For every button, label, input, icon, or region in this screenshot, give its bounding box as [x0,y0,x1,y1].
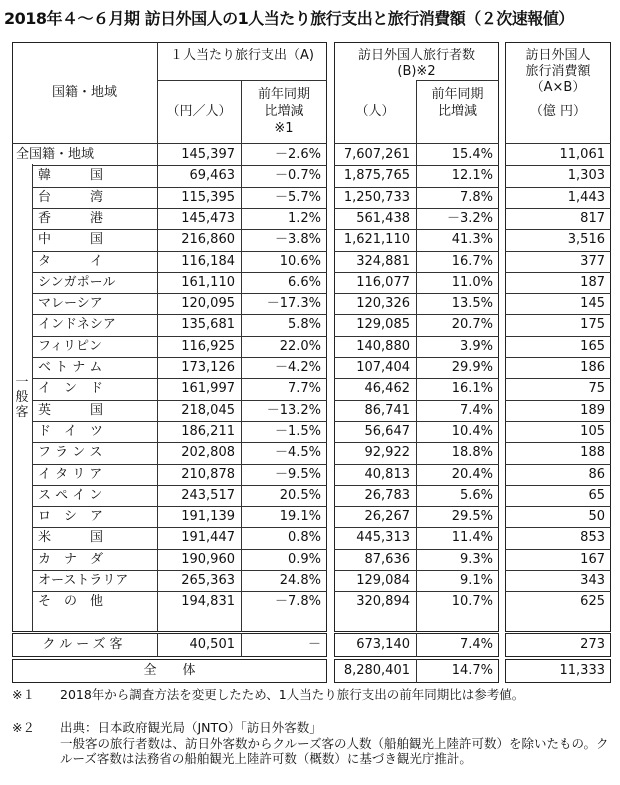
table-cell-region: 台 湾 [38,189,104,205]
table-cell-pc-change: －9.5% [274,466,321,482]
table-cell-per-capita: 161,997 [181,381,235,397]
table-cell-pc-change: －1.5% [274,423,321,439]
header-per-capita-unit: （円／人） [166,104,232,119]
table-cell-pc-change: －17.3% [266,296,321,312]
table-cell-v-change: 18.8% [451,445,493,461]
table-cell-v-change: 9.3% [459,551,493,567]
table-cell-v-change: 7.4% [459,402,493,418]
table-cell-consumption: 11,061 [559,147,605,162]
table-cell-region: フ ラ ン ス [38,445,103,461]
table-cell-pc-change: 0.9% [287,551,321,567]
header-consumption-3: （A×B） [530,80,586,95]
table-cell-pc-change: 6.6% [287,274,321,290]
table-cell-consumption: 50 [588,509,605,525]
table-cell-consumption: 853 [580,530,605,546]
table-cell-per-capita: 120,095 [181,296,235,312]
table-cell-v-change: 41.3% [451,232,493,248]
table-cell-visitors: 92,922 [364,445,410,461]
table-cell-consumption: 175 [580,317,605,333]
table-cell-visitors: 7,607,261 [343,147,410,162]
table-cell-region: 米 国 [38,530,104,546]
table-cell-per-capita: 210,878 [181,466,235,482]
table-cell-per-capita: 265,363 [181,573,235,588]
table-cell-visitors: 320,894 [356,594,410,610]
table-cell-consumption: 167 [580,551,605,567]
table-cell-pc-change: －2.6% [274,147,321,162]
table-cell-per-capita: 161,110 [181,274,235,290]
cruise-region: クルーズ客 [42,637,127,652]
table-cell-region: イ タ リ ア [38,466,103,482]
table-cell-v-change: 10.7% [451,594,493,610]
table-cell-visitors: 1,250,733 [343,189,410,205]
header-consumption-1: 訪日外国人 [525,48,591,63]
table-cell-consumption: 105 [580,423,605,439]
table-cell-v-change: 11.0% [451,274,493,290]
table-cell-visitors: 87,636 [364,551,410,567]
table-cell-pc-change: 20.5% [279,487,321,503]
note-1-text: 2018年から調査方法を変更したため、1人当たり旅行支出の前年同期比は参考値。 [60,687,525,702]
table-cell-region: 中 国 [38,232,104,248]
table-cell-region: タ イ [38,253,104,269]
table-cell-visitors: 26,267 [364,509,410,525]
table-cell-visitors: 120,326 [356,296,410,312]
table-cell-region: イ ン ド [38,381,104,397]
table-cell-per-capita: 243,517 [181,487,235,503]
table-cell-pc-change: －4.2% [274,360,321,375]
table-cell-region: そ の 他 [38,594,104,610]
table-cell-per-capita: 145,397 [181,147,235,162]
table-cell-pc-change: 0.8% [287,530,321,546]
total-v-change: 14.7% [451,663,493,678]
table-cell-per-capita: 190,960 [181,551,235,567]
table-cell-visitors: 140,880 [356,338,410,354]
table-cell-visitors: 129,085 [356,317,410,333]
table-cell-visitors: 1,621,110 [343,232,410,248]
table-cell-per-capita: 135,681 [181,317,235,333]
table-cell-v-change: 15.4% [451,147,493,162]
header-visitors-unit: （人） [355,104,395,119]
table-cell-pc-change: －0.7% [274,168,321,184]
total-consumption: 11,333 [559,663,605,678]
header-visitors-2: (B)※2 [397,64,436,79]
table-cell-consumption: 1,303 [567,168,605,184]
table-cell-v-change: 29.9% [451,360,493,375]
header-consumption-unit: （億 円） [529,104,587,119]
total-label: 全 体 [143,663,196,678]
table-cell-per-capita: 115,395 [181,189,235,205]
table-cell-v-change: 5.6% [459,487,493,503]
table-cell-visitors: 116,077 [356,274,410,290]
table-cell-region: カ ナ ダ [38,551,104,567]
table-cell-per-capita: 173,126 [181,360,235,375]
group-label-general: 一般客 [15,375,29,420]
table-cell-region: マレーシア [38,296,103,312]
table-cell-v-change: 16.1% [451,381,493,397]
table-cell-pc-change: 5.8% [287,317,321,333]
header-visitors-1: 訪日外国人旅行者数 [357,48,475,63]
table-cell-v-change: 12.1% [451,168,493,184]
table-cell-consumption: 187 [580,274,605,290]
table-cell-v-change: 20.7% [451,317,493,333]
table-cell-region: ロ シ ア [38,509,104,525]
note-2-line2: 一般客の旅行者数は、訪日外客数からクルーズ客の人数（船舶観光上陸許可数）を除いたもの。クルーズ客数は法務省の船舶観光上陸許可数（概数）に基づき観光庁推計。 [60,736,609,766]
table-cell-visitors: 26,783 [364,487,410,503]
table-cell-per-capita: 191,447 [181,530,235,546]
table-cell-consumption: 65 [588,487,605,503]
table-cell-region: シンガポール [38,274,116,290]
header-consumption-2: 旅行消費額 [525,64,591,79]
table-cell-pc-change: －3.8% [274,232,321,248]
table-cell-per-capita: 194,831 [181,594,235,610]
table-cell-consumption: 3,516 [567,232,605,248]
table-cell-v-change: 10.4% [451,423,493,439]
table-cell-visitors: 1,875,765 [343,168,410,184]
table-cell-v-change: 13.5% [451,296,493,312]
cruise-pc-change: － [307,637,321,652]
table-cell-pc-change: －4.5% [274,445,321,461]
table-cell-region: 英 国 [38,402,104,418]
table-cell-visitors: 324,881 [356,253,410,269]
table-cell-visitors: 56,647 [364,423,410,439]
table-cell-consumption: 189 [580,402,605,418]
table-cell-v-change: －3.2% [446,210,493,226]
table-cell-v-change: 20.4% [451,466,493,482]
note-1-mark: ※１ [12,687,35,702]
table-cell-per-capita: 216,860 [181,232,235,248]
table-cell-visitors: 46,462 [364,381,410,397]
table-cell-pc-change: 24.8% [279,573,321,588]
header-per-capita: １人当たり旅行支出（A) [170,48,314,63]
table-cell-pc-change: 22.0% [279,338,321,354]
table-cell-region: ス ペ イ ン [38,487,103,503]
table-cell-per-capita: 191,139 [181,509,235,525]
cruise-v-change: 7.4% [459,637,493,652]
table-cell-per-capita: 116,184 [181,253,235,269]
header-pc-change-2: 比増減 [264,104,304,119]
header-v-change-1: 前年同期 [431,87,484,102]
table-cell-pc-change: 7.7% [287,381,321,397]
cruise-consumption: 273 [580,637,605,652]
table-cell-v-change: 11.4% [451,530,493,546]
table-cell-per-capita: 69,463 [189,168,235,184]
table-cell-region: インドネシア [38,317,116,333]
total-visitors: 8,280,401 [343,663,410,678]
header-pc-change-3: ※1 [274,121,294,136]
table-cell-visitors: 40,813 [364,466,410,482]
table-cell-per-capita: 202,808 [181,445,235,461]
table-cell-region: 香 港 [38,210,104,226]
table-cell-v-change: 9.1% [459,573,493,588]
table-cell-pc-change: 19.1% [279,509,321,525]
table-cell-consumption: 1,443 [567,189,605,205]
table-cell-v-change: 3.9% [459,338,493,354]
table-cell-consumption: 343 [580,573,605,588]
table-cell-region: 全国籍・地域 [16,147,95,162]
table-cell-pc-change: －5.7% [274,189,321,205]
note-2-mark: ※２ [12,720,35,735]
table-cell-pc-change: 1.2% [287,210,321,226]
page-title: 2018年４～６月期 訪日外国人の1人当たり旅行支出と旅行消費額（２次速報値） [4,9,574,28]
table-cell-per-capita: 218,045 [181,402,235,418]
table-cell-consumption: 145 [580,296,605,312]
table-cell-consumption: 186 [580,360,605,375]
table-cell-visitors: 445,313 [356,530,410,546]
table-cell-region: ベ ト ナ ム [38,360,103,375]
table-cell-visitors: 561,438 [356,210,410,226]
table-cell-visitors: 129,084 [356,573,410,588]
table-cell-v-change: 29.5% [451,509,493,525]
table-cell-pc-change: 10.6% [279,253,321,269]
table-cell-region: オーストラリア [38,573,129,588]
table-cell-v-change: 16.7% [451,253,493,269]
cruise-per-capita: 40,501 [189,637,235,652]
table-cell-consumption: 165 [580,338,605,354]
table-cell-v-change: 7.8% [459,189,493,205]
table-cell-region: ド イ ツ [38,423,104,439]
table-cell-region: 韓 国 [38,168,104,184]
table-cell-per-capita: 116,925 [181,338,235,354]
table-cell-visitors: 107,404 [356,360,410,375]
note-2-line1: 出典：日本政府観光局（JNTO）「訪日外客数」 [60,720,322,735]
table-cell-consumption: 75 [588,381,605,397]
table-cell-pc-change: －7.8% [274,594,321,610]
table-cell-pc-change: －13.2% [266,402,321,418]
header-region: 国籍・地域 [51,85,117,100]
table-cell-region: フィリピン [38,338,102,354]
header-pc-change-1: 前年同期 [257,87,310,102]
table-cell-per-capita: 186,211 [181,423,235,439]
table-cell-consumption: 817 [580,210,605,226]
table-cell-consumption: 625 [580,594,605,610]
table-cell-consumption: 377 [580,253,605,269]
table-cell-visitors: 86,741 [364,402,410,418]
table-cell-per-capita: 145,473 [181,210,235,226]
cruise-visitors: 673,140 [356,637,410,652]
table-cell-consumption: 86 [588,466,605,482]
header-v-change-2: 比増減 [437,104,477,119]
table-cell-consumption: 188 [580,445,605,461]
